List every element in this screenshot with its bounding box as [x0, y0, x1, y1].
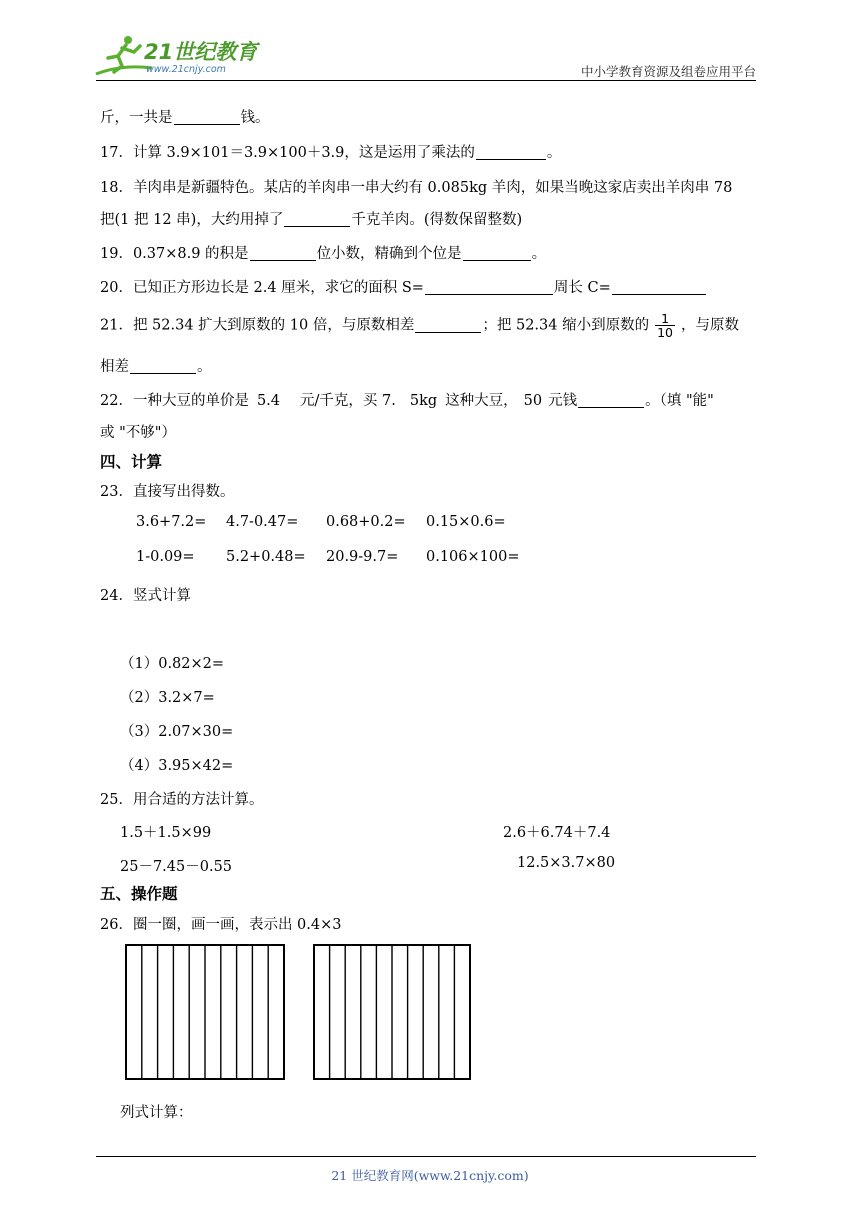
q24-item: （3）2.07×30= [120, 724, 234, 740]
q23-expr: 0.68+0.2= [326, 514, 406, 530]
question-18-line1: 18．羊肉串是新疆特色。某店的羊肉串一串大约有 0.085kg 羊肉，如果当晚这家店卖出羊肉串 78 [100, 180, 733, 196]
q25-expr: 25－7.45－0.55 [120, 859, 233, 875]
footer-divider [96, 1156, 756, 1157]
answer-blank[interactable] [578, 392, 644, 408]
strip-grid-left[interactable] [124, 943, 286, 1081]
question-22-line1: 22．一种大豆的单价是 5.4 元/千克，买 7. 5kg 这种大豆， 50 元钱 。（填 "能" [100, 393, 714, 409]
logo-url: www.21cnjy.com [146, 64, 226, 75]
q23-expr: 3.6+7.2= [136, 514, 207, 530]
strip-grid-right[interactable] [312, 943, 472, 1081]
answer-blank[interactable] [174, 109, 240, 125]
q23-expr: 4.7-0.47= [226, 514, 299, 530]
q25-expr: 2.6＋6.74＋7.4 [503, 825, 611, 841]
question-23-title: 23．直接写出得数。 [100, 484, 235, 500]
question-21-line1: 21．把 52.34 扩大到原数的 10 倍，与原数相差 ；把 52.34 缩小到原数的 $\frac{1}{10}$ ，与原数 [100, 311, 739, 340]
q23-expr: 0.106×100= [426, 549, 520, 565]
q25-expr: 12.5×3.7×80 [517, 855, 616, 871]
answer-blank[interactable] [250, 245, 316, 261]
question-24-title: 24．竖式计算 [100, 588, 191, 604]
q24-item: （2）3.2×7= [120, 690, 215, 706]
question-21-line2: 相差 。 [100, 359, 212, 375]
q24-item: （4）3.95×42= [120, 758, 234, 774]
q23-expr: 5.2+0.48= [226, 549, 306, 565]
platform-name: 中小学教育资源及组卷应用平台 [580, 64, 756, 79]
q23-expr: 0.15×0.6= [426, 514, 506, 530]
question-17: 17．计算 3.9×101＝3.9×100＋3.9，这是运用了乘法的 。 [100, 145, 562, 161]
answer-blank[interactable] [612, 279, 706, 295]
header-divider [96, 80, 756, 81]
logo-text: 21世纪教育 [144, 40, 258, 64]
site-logo [92, 34, 267, 78]
footer-text: 21 世纪教育网(www.21cnjy.com) [331, 1168, 529, 1183]
question-19: 19．0.37×8.9 的积是 位小数，精确到个位是 。 [100, 246, 547, 262]
answer-blank[interactable] [130, 358, 196, 374]
answer-blank[interactable] [284, 211, 350, 227]
q24-item: （1）0.82×2= [120, 656, 225, 672]
section-title-operation: 五、操作题 [100, 885, 178, 903]
answer-blank[interactable] [425, 279, 553, 295]
question-20: 20．已知正方形边长是 2.4 厘米，求它的面积 S= 周长 C= [100, 276, 707, 297]
question-25-title: 25．用合适的方法计算。 [100, 792, 264, 808]
q16-tail: 斤，一共是 钱。 [100, 110, 270, 126]
answer-blank[interactable] [463, 245, 531, 261]
answer-blank[interactable] [415, 317, 481, 333]
question-18-line2: 把(1 把 12 串)，大约用掉了 千克羊肉。(得数保留整数) [100, 212, 523, 228]
formula-label: 列式计算： [120, 1105, 193, 1121]
q25-expr: 1.5＋1.5×99 [120, 825, 212, 841]
section-title-calculation: 四、计算 [100, 453, 163, 471]
answer-blank[interactable] [476, 144, 546, 160]
q23-expr: 1-0.09= [136, 549, 195, 565]
q23-expr: 20.9-9.7= [326, 549, 399, 565]
question-22-line2: 或 "不够"） [100, 425, 176, 441]
question-26-title: 26．圈一圈，画一画，表示出 0.4×3 [100, 917, 342, 933]
fraction-one-tenth: $\frac{1}{10}$ [657, 311, 673, 340]
